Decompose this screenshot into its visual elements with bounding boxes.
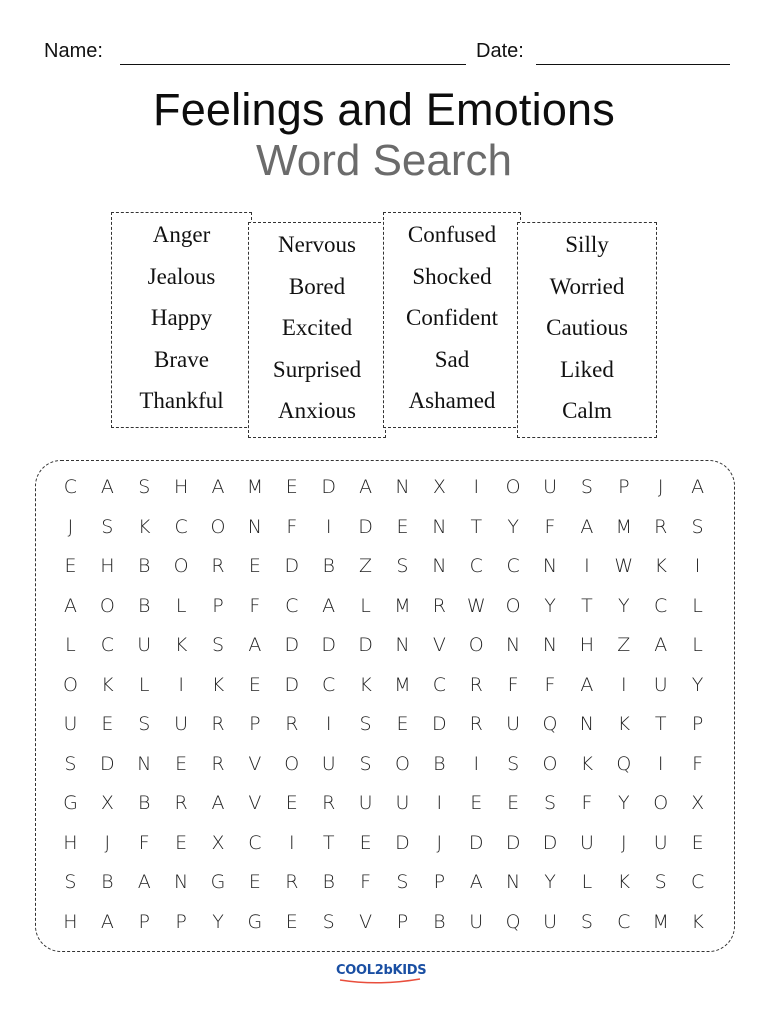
grid-letter[interactable]: F [360, 871, 372, 893]
grid-letter[interactable]: I [473, 476, 480, 498]
word-list-box-4 [517, 222, 657, 438]
grid-letter[interactable]: H [63, 910, 78, 933]
grid-letter[interactable]: E [64, 555, 77, 577]
grid-letter[interactable]: T [654, 713, 667, 735]
grid-letter[interactable]: K [580, 752, 594, 775]
grid-row [52, 711, 716, 751]
word-item: Excited [281, 315, 353, 340]
word-list-box-3 [383, 212, 521, 428]
grid-letter[interactable]: E [101, 713, 114, 735]
grid-letter[interactable]: S [543, 792, 557, 814]
grid-letter[interactable]: B [138, 555, 151, 577]
grid-letter[interactable]: H [579, 634, 595, 656]
grid-letter[interactable]: F [138, 831, 150, 854]
word-item: Cautious [546, 315, 628, 340]
grid-letter[interactable]: I [325, 515, 332, 538]
grid-letter[interactable]: E [396, 515, 409, 538]
grid-letter[interactable]: C [617, 910, 631, 933]
grid-letter[interactable]: U [137, 634, 152, 656]
grid-letter[interactable]: A [248, 634, 262, 656]
grid-letter[interactable]: Y [618, 594, 630, 617]
grid-letter[interactable]: F [544, 515, 556, 538]
grid-letter[interactable]: K [137, 515, 151, 538]
grid-letter[interactable]: F [507, 673, 519, 696]
grid-letter[interactable]: J [621, 831, 627, 854]
grid-letter[interactable]: D [395, 831, 410, 854]
grid-letter[interactable]: I [178, 673, 184, 696]
grid-letter[interactable]: U [174, 713, 189, 735]
word-list-box-2 [248, 222, 386, 438]
name-date-row [44, 40, 734, 70]
grid-letter[interactable]: N [395, 634, 410, 656]
word-item: Ashamed [408, 388, 496, 413]
grid-letter[interactable]: K [211, 673, 225, 696]
grid-letter[interactable]: L [692, 634, 703, 656]
grid-letter[interactable]: O [210, 515, 226, 538]
word-item: Surprised [272, 356, 362, 382]
grid-letter[interactable]: I [288, 831, 295, 854]
word-item: Confident [406, 305, 498, 330]
grid-row [52, 751, 716, 791]
grid-letter[interactable]: H [63, 831, 78, 854]
grid-letter[interactable]: N [542, 555, 558, 577]
grid-letter[interactable]: B [322, 871, 335, 893]
grid-letter[interactable]: A [211, 476, 225, 498]
grid-letter[interactable]: M [652, 910, 669, 933]
grid-letter[interactable]: B [138, 594, 151, 617]
grid-letter[interactable]: D [100, 752, 115, 775]
grid-letter[interactable]: V [248, 752, 262, 775]
grid-letter[interactable]: B [322, 555, 335, 577]
word-item: Jealous [147, 263, 216, 289]
grid-letter[interactable]: P [691, 713, 704, 735]
name-label: Name: [44, 40, 103, 62]
grid-letter[interactable]: M [394, 594, 411, 617]
grid-letter[interactable]: C [432, 673, 446, 696]
grid-letter[interactable]: I [436, 792, 443, 814]
grid-letter[interactable]: E [285, 792, 298, 814]
grid-letter[interactable]: C [174, 515, 188, 538]
grid-letter[interactable]: B [433, 910, 446, 933]
grid-letter[interactable]: W [614, 555, 634, 577]
grid-letter[interactable]: R [285, 871, 299, 893]
grid-letter[interactable]: R [322, 792, 336, 814]
grid-letter[interactable]: U [395, 792, 410, 814]
grid-letter[interactable]: A [100, 476, 114, 498]
grid-letter[interactable]: K [691, 910, 704, 933]
grid-letter[interactable]: K [174, 634, 188, 656]
grid-letter[interactable]: U [653, 673, 668, 696]
grid-letter[interactable]: U [506, 713, 521, 735]
grid-letter[interactable]: I [325, 713, 332, 735]
grid-letter[interactable]: A [469, 871, 483, 893]
word-item: Anxious [278, 398, 356, 423]
grid-letter[interactable]: F [249, 594, 261, 617]
grid-row [52, 553, 716, 593]
grid-letter[interactable]: P [212, 594, 224, 617]
grid-letter[interactable]: E [285, 910, 298, 933]
grid-letter[interactable]: U [321, 752, 336, 775]
grid-letter[interactable]: C [63, 476, 78, 498]
grid-letter[interactable]: R [285, 713, 299, 735]
grid-letter[interactable]: F [581, 792, 593, 814]
grid-letter[interactable]: P [433, 871, 446, 893]
grid-letter[interactable]: D [505, 831, 521, 854]
grid-letter[interactable]: K [101, 673, 114, 696]
grid-letter[interactable]: S [211, 634, 225, 656]
grid-letter[interactable]: E [248, 871, 261, 893]
grid-letter[interactable]: I [473, 752, 480, 775]
word-item: Confused [407, 222, 497, 247]
name-field-line[interactable] [120, 64, 466, 65]
grid-letter[interactable]: J [657, 476, 664, 498]
logo-text: COOL2bKIDS [336, 963, 427, 978]
grid-letter[interactable]: Z [617, 634, 631, 656]
grid-letter[interactable]: S [64, 871, 77, 893]
grid-letter[interactable]: E [285, 476, 298, 498]
grid-letter[interactable]: J [436, 831, 443, 854]
grid-letter[interactable]: C [285, 594, 299, 617]
grid-letter[interactable]: U [63, 713, 78, 735]
grid-letter[interactable]: V [248, 792, 262, 814]
grid-letter[interactable]: C [100, 634, 114, 656]
grid-letter[interactable]: P [396, 910, 409, 933]
grid-letter[interactable]: A [322, 594, 336, 617]
grid-letter[interactable]: T [322, 831, 335, 854]
grid-letter[interactable]: S [507, 752, 520, 775]
grid-letter[interactable]: O [284, 752, 300, 775]
grid-letter[interactable]: K [617, 871, 631, 893]
grid-letter[interactable]: M [394, 673, 411, 696]
grid-letter[interactable]: Q [616, 752, 632, 775]
grid-letter[interactable]: S [359, 752, 372, 775]
word-item: Anger [152, 222, 211, 247]
grid-letter[interactable]: P [138, 910, 150, 933]
grid-row [52, 474, 716, 514]
grid-letter[interactable]: S [691, 515, 704, 538]
grid-letter[interactable]: X [211, 831, 225, 854]
word-item: Nervous [278, 232, 356, 257]
grid-letter[interactable]: S [322, 910, 335, 933]
grid-letter[interactable]: A [63, 594, 77, 617]
grid-letter[interactable]: O [468, 634, 484, 656]
grid-letter[interactable]: U [653, 831, 668, 854]
grid-letter[interactable]: U [579, 831, 594, 854]
grid-letter[interactable]: C [654, 594, 668, 617]
grid-letter[interactable]: Q [542, 713, 558, 735]
grid-letter[interactable]: E [396, 713, 409, 735]
grid-letter[interactable]: R [211, 752, 225, 775]
grid-letter[interactable]: O [173, 555, 189, 577]
grid-letter[interactable]: B [101, 871, 114, 893]
grid-letter[interactable]: S [396, 555, 409, 577]
grid-letter[interactable]: S [64, 752, 77, 775]
date-label: Date: [476, 40, 524, 62]
grid-letter[interactable]: X [100, 792, 114, 814]
grid-letter[interactable]: R [211, 555, 225, 577]
grid-row [52, 514, 716, 554]
grid-letter[interactable]: N [506, 871, 521, 893]
grid-letter[interactable]: R [211, 713, 225, 735]
grid-letter[interactable]: K [359, 673, 372, 696]
grid-row [52, 869, 716, 909]
grid-letter[interactable]: D [321, 476, 336, 498]
grid-letter[interactable]: O [505, 594, 521, 617]
word-item: Brave [154, 346, 209, 372]
grid-letter[interactable]: S [580, 476, 593, 498]
grid-letter[interactable]: S [138, 713, 151, 735]
grid-letter[interactable]: J [67, 515, 74, 538]
grid-letter[interactable]: I [621, 673, 627, 696]
grid-letter[interactable]: L [692, 594, 703, 617]
word-item: Worried [549, 273, 625, 299]
grid-letter[interactable]: I [657, 752, 664, 775]
grid-letter[interactable]: O [394, 752, 410, 775]
grid-letter[interactable]: S [138, 476, 151, 498]
grid-letter[interactable]: F [286, 515, 298, 538]
grid-letter[interactable]: O [99, 594, 115, 617]
grid-letter[interactable]: D [321, 634, 336, 656]
date-field-line[interactable] [536, 64, 730, 65]
word-item: Bored [288, 273, 346, 299]
word-item: Silly [565, 232, 609, 257]
grid-letter[interactable]: P [249, 713, 261, 735]
grid-letter[interactable]: R [469, 673, 483, 696]
grid-letter[interactable]: D [468, 831, 484, 854]
grid-letter[interactable]: F [544, 673, 556, 696]
grid-letter[interactable]: T [581, 594, 593, 617]
grid-letter[interactable]: Y [544, 594, 556, 617]
grid-row [52, 909, 716, 949]
grid-letter[interactable]: D [432, 713, 447, 735]
grid-letter[interactable]: O [653, 792, 669, 814]
grid-letter[interactable]: S [359, 713, 372, 735]
grid-letter[interactable]: R [174, 792, 188, 814]
grid-letter[interactable]: N [395, 476, 410, 498]
grid-letter[interactable]: Y [507, 515, 519, 538]
word-item: Liked [560, 356, 614, 382]
word-item: Thankful [139, 388, 224, 413]
grid-letter[interactable]: G [247, 910, 263, 933]
grid-letter[interactable]: A [100, 910, 114, 933]
grid-letter[interactable]: A [137, 871, 151, 893]
grid-letter[interactable]: F [692, 752, 704, 775]
grid-letter[interactable]: N [247, 515, 262, 538]
grid-letter[interactable]: D [542, 831, 558, 854]
grid-letter[interactable]: D [284, 673, 300, 696]
grid-letter[interactable]: U [358, 792, 373, 814]
word-item: Happy [150, 305, 213, 330]
grid-row [52, 593, 716, 633]
grid-letter[interactable]: E [248, 673, 261, 696]
grid-letter[interactable]: R [469, 713, 483, 735]
grid-letter[interactable]: E [175, 752, 188, 775]
grid-letter[interactable]: A [654, 634, 668, 656]
grid-letter[interactable]: V [432, 634, 446, 656]
grid-letter[interactable]: U [469, 910, 484, 933]
grid-letter[interactable]: E [175, 831, 188, 854]
grid-letter[interactable]: R [432, 594, 446, 617]
grid-letter[interactable]: H [173, 476, 189, 498]
grid-letter[interactable]: C [690, 871, 705, 893]
grid-letter[interactable]: S [101, 515, 114, 538]
grid-letter[interactable]: E [359, 831, 372, 854]
grid-letter[interactable]: O [62, 673, 78, 696]
grid-letter[interactable]: G [63, 792, 78, 814]
word-search-grid [52, 474, 716, 948]
grid-letter[interactable]: O [505, 476, 521, 498]
grid-letter[interactable]: U [543, 910, 557, 933]
grid-letter[interactable]: B [138, 792, 151, 814]
grid-letter[interactable]: H [100, 555, 115, 577]
grid-letter[interactable]: N [506, 634, 521, 656]
grid-letter[interactable]: X [691, 792, 705, 814]
grid-letter[interactable]: O [542, 752, 558, 775]
grid-letter[interactable]: C [469, 555, 483, 577]
grid-letter[interactable]: C [506, 555, 520, 577]
word-list-box-1 [111, 212, 252, 428]
grid-letter[interactable]: S [396, 871, 409, 893]
grid-letter[interactable]: Z [359, 555, 373, 577]
grid-letter[interactable]: E [691, 831, 704, 854]
grid-letter[interactable]: L [138, 673, 150, 696]
grid-letter[interactable]: L [581, 871, 593, 893]
grid-letter[interactable]: R [654, 515, 668, 538]
grid-letter[interactable]: N [579, 713, 595, 735]
grid-letter[interactable]: J [104, 831, 111, 854]
grid-letter[interactable]: C [248, 831, 262, 854]
grid-letter[interactable]: U [543, 476, 557, 498]
grid-letter[interactable]: L [175, 594, 187, 617]
grid-letter[interactable]: L [65, 634, 76, 656]
grid-letter[interactable]: K [617, 713, 631, 735]
grid-letter[interactable]: L [360, 594, 371, 617]
grid-letter[interactable]: N [432, 555, 447, 577]
grid-letter[interactable]: B [433, 752, 446, 775]
grid-letter[interactable]: D [284, 634, 300, 656]
grid-letter[interactable]: N [137, 752, 152, 775]
grid-letter[interactable]: P [175, 910, 187, 933]
grid-row [52, 672, 716, 712]
cool2bkids-logo [334, 962, 427, 984]
grid-letter[interactable]: D [358, 634, 373, 656]
grid-letter[interactable]: S [580, 910, 593, 933]
grid-letter[interactable]: Y [618, 792, 630, 814]
grid-letter[interactable]: G [210, 871, 226, 893]
grid-letter[interactable]: M [246, 476, 264, 498]
grid-letter[interactable]: S [654, 871, 667, 893]
grid-letter[interactable]: D [284, 555, 300, 577]
grid-letter[interactable]: V [359, 910, 373, 933]
grid-letter[interactable]: Q [505, 910, 521, 933]
grid-letter[interactable]: D [358, 515, 373, 538]
grid-letter[interactable]: M [615, 515, 632, 538]
grid-row [52, 790, 716, 830]
grid-letter[interactable]: T [470, 515, 483, 538]
word-item: Calm [562, 398, 612, 423]
grid-letter[interactable]: A [580, 515, 594, 538]
page-title: Feelings and Emotions [153, 84, 615, 135]
word-item: Shocked [412, 263, 492, 289]
grid-letter[interactable]: Y [544, 871, 556, 893]
grid-letter[interactable]: Y [212, 910, 224, 933]
grid-letter[interactable]: C [322, 673, 336, 696]
grid-letter[interactable]: N [542, 634, 558, 656]
grid-letter[interactable]: I [694, 555, 701, 577]
grid-letter[interactable]: P [618, 476, 630, 498]
page-subtitle: Word Search [256, 136, 512, 185]
grid-letter[interactable]: E [507, 792, 520, 814]
grid-letter[interactable]: E [470, 792, 483, 814]
grid-row [52, 830, 716, 870]
grid-letter[interactable]: Y [691, 673, 704, 696]
grid-letter[interactable]: N [174, 871, 189, 893]
grid-row [52, 632, 716, 672]
grid-letter[interactable]: A [580, 673, 594, 696]
grid-letter[interactable]: A [691, 476, 705, 498]
grid-letter[interactable]: K [654, 555, 667, 577]
grid-letter[interactable]: W [466, 594, 486, 617]
grid-letter[interactable]: A [359, 476, 373, 498]
grid-letter[interactable]: A [211, 792, 225, 814]
word-item: Sad [434, 346, 470, 372]
grid-letter[interactable]: X [432, 476, 446, 498]
grid-letter[interactable]: N [432, 515, 447, 538]
grid-letter[interactable]: E [248, 555, 261, 577]
grid-letter[interactable]: I [584, 555, 590, 577]
